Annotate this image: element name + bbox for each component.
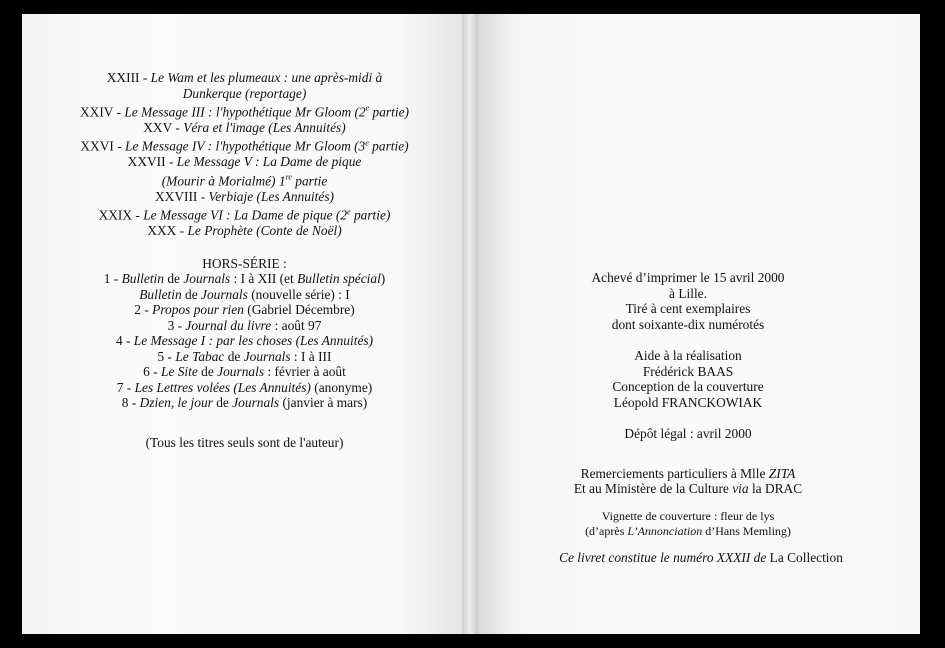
- hors-serie-item: 8 - Dzien, le jour de Journals (janvier à mars): [121, 395, 368, 411]
- episode-line: XXVI - Le Message IV : l'hypothétique Mr Gloom (3e partie): [80, 138, 409, 154]
- hors-serie-item: Bulletin de Journals (nouvelle série) : I: [139, 286, 350, 302]
- cover-vignette: Vignette de couverture : fleur de lys: [601, 508, 775, 523]
- episode-line: XXX - Le Prophète (Conte de Noël): [147, 223, 342, 239]
- hors-serie-item: 4 - Le Message I : par les choses (Les Annuités): [115, 333, 374, 349]
- episode-line: XXIV - Le Message III : l'hypothétique Mr Gloom (2e partie): [80, 104, 409, 120]
- hors-serie-item: 2 - Propos pour rien (Gabriel Décembre): [134, 302, 355, 318]
- thanks-line: Remerciements particuliers à Mlle ZITA: [580, 465, 796, 481]
- hors-serie-heading: HORS-SÉRIE :: [202, 255, 287, 271]
- credit-name: Léopold FRANCKOWIAK: [613, 394, 763, 410]
- legal-deposit: Dépôt légal : avril 2000: [624, 426, 752, 441]
- episode-line: XXIX - Le Message VI : La Dame de pique (2e partie): [98, 207, 391, 223]
- episode-line: XXVII - Le Message V : La Dame de pique: [127, 154, 362, 170]
- cover-vignette-source: (d’après L’Annonciation d’Hans Memling): [585, 523, 791, 538]
- print-run: Tiré à cent exemplaires: [625, 301, 751, 316]
- credit-label: Aide à la réalisation: [634, 348, 742, 363]
- printing-date: Achevé d’imprimer le 15 avril 2000: [591, 270, 785, 285]
- hors-serie-item: 3 - Journal du livre : août 97: [167, 317, 322, 333]
- hors-serie-item: 1 - Bulletin de Journals : I à XII (et Bulletin spécial): [103, 271, 386, 287]
- collection-note: Ce livret constitue le numéro XXXII de La Collection: [559, 549, 843, 565]
- credit-name: Frédérick BAAS: [642, 363, 734, 379]
- episode-line-cont: (Mourir à Morialmé) 1re partie: [161, 172, 328, 189]
- episode-line-cont: Dunkerque (reportage): [182, 85, 307, 101]
- hors-serie-item: 6 - Le Site de Journals : février à août: [143, 364, 346, 380]
- hors-serie-item: 5 - Le Tabac de Journals : I à III: [157, 348, 332, 364]
- credit-label: Conception de la couverture: [612, 379, 764, 394]
- right-page: [478, 14, 920, 634]
- colophon: [478, 270, 898, 565]
- episode-line: XXVIII - Verbiaje (Les Annuités): [154, 188, 334, 204]
- numbered-copies: dont soixante-dix numérotés: [611, 316, 765, 332]
- episode-line: XXIII - Le Wam et les plumeaux : une après-midi à: [106, 70, 383, 85]
- authorship-note: (Tous les titres seuls sont de l'auteur): [145, 434, 344, 450]
- printing-place: à Lille.: [669, 285, 707, 301]
- episode-line: XXV - Véra et l'image (Les Annuités): [143, 119, 346, 135]
- left-page-content: [22, 70, 467, 450]
- left-page: [22, 14, 467, 634]
- hors-serie-item: 7 - Les Lettres volées (Les Annuités) (anonyme): [116, 379, 373, 395]
- thanks-line: Et au Ministère de la Culture via la DRAC: [573, 481, 803, 496]
